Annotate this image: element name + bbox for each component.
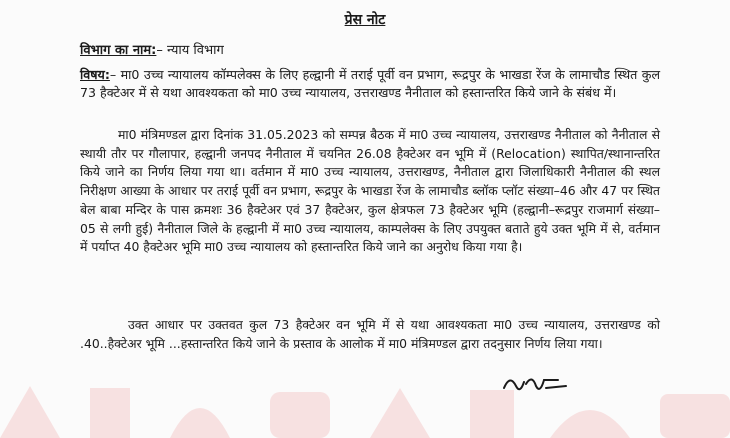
title-text: प्रेस नोट: [344, 12, 386, 28]
body-paragraph-2: उक्त आधार पर उक्तवत कुल 73 हैक्टेअर वन भूमि में से यथा आवश्यकता मा0 उच्च न्यायालय, उत्तराखण्ड को .40..हैक्टेअर भूमि ...हस्तान्तरित किये जाने के प्रस्ताव के आलोक में मा0 मंत्रिमण्डल द्वारा तदनुसार निर्णय लिया गया।: [80, 317, 660, 351]
department-line: [80, 40, 224, 58]
signature-icon: [500, 368, 570, 398]
page-title: [0, 10, 730, 29]
body-paragraph-1: मा0 मंत्रिमण्डल द्वारा दिनांक 31.05.2023 को सम्पन्न बैठक में मा0 उच्च न्यायालय, उत्तराखण्ड नैनीताल को नैनीताल से स्थायी तौर पर गौलापार, हल्द्वानी जनपद नैनीताल में चयनित 26.08 हैक्टेअर वन भूमि में (Relocation) स्थापित/स्थानान्तरित किये जाने का निर्णय लिया गया था। वर्तमान में मा0 उच्च न्यायालय, उत्तराखण्ड, नैनीताल द्वारा जिलाधिकारी नैनीताल की स्थल निरीक्षण आख्या के आधार पर तराई पूर्वी वन प्रभाग, रूद्रपुर के भाखडा रेंज के लामाचौड ब्लॉक प्लॉट संख्या–46 और 47 पर स्थित बेल बाबा मन्दिर के पास क्रमशः 36 हैक्टेअर एवं 37 हैक्टेअर, कुल क्षेत्रफल 73 हैक्टेअर भूमि (हल्द्वानी–रूद्रपुर राजमार्ग संख्या–05 से लगी हुई) नैनीताल जिले के हल्द्वानी में मा0 उच्च न्यायालय, काम्पलेक्स के लिए उपयुक्त बताते हुये उक्त भूमि में से, वर्तमान में पर्याप्त 40 हैक्टेअर भूमि मा0 उच्च न्यायालय को हस्तान्तरित किये जाने का अनुरोध किया गया है।: [80, 127, 660, 255]
subject-label: विषय:: [80, 67, 110, 82]
subject-block: [80, 66, 660, 102]
department-label: विभाग का नाम:: [80, 43, 157, 58]
department-value: – न्याय विभाग: [156, 43, 224, 58]
watermark-icon: [0, 378, 730, 438]
subject-text: – मा0 उच्च न्यायालय कॉम्पलेक्स के लिए हल्द्वानी में तराई पूर्वी वन प्रभाग, रूद्रपुर के भाखडा रेंज के लामाचौड स्थित कुल 73 हैक्टेअर में से यथा आवश्यकता को मा0 उच्च न्यायालय, उत्तराखण्ड नैनीताल को हस्तान्तरित किये जाने के संबंध में।: [80, 67, 660, 100]
